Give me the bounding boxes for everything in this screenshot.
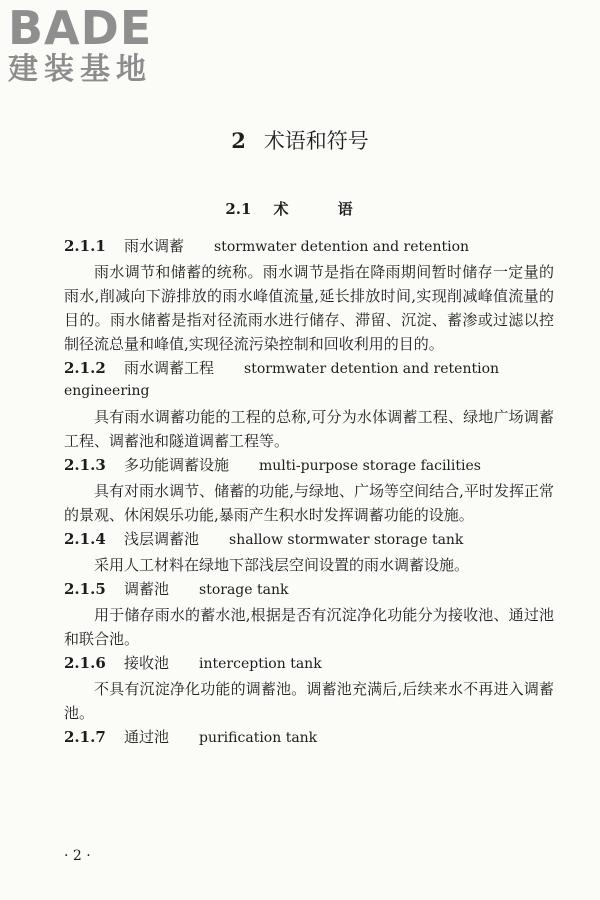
term-entry (64, 455, 554, 527)
term-definition: 具有雨水调蓄功能的工程的总称,可分为水体调蓄工程、绿地广场调蓄工程、调蓄池和隧道调蓄工程等。 (64, 408, 554, 450)
term-chinese: 调蓄池 (124, 580, 170, 598)
term-entry (64, 529, 554, 577)
term-number: 2.1.2 (64, 359, 106, 377)
term-english: purification tank (199, 730, 318, 746)
term-definition: 不具有沉淀净化功能的调蓄池。调蓄池充满后,后续来水不再进入调蓄池。 (64, 680, 554, 722)
term-english: storage tank (199, 582, 289, 598)
term-number: 2.1.1 (64, 237, 106, 255)
term-number: 2.1.7 (64, 728, 106, 746)
term-entry (64, 358, 554, 453)
term-definition: 用于储存雨水的蓄水池,根据是否有沉淀净化功能分为接收池、通过池和联合池。 (64, 606, 554, 648)
term-definition: 采用人工材料在绿地下部浅层空间设置的雨水调蓄设施。 (94, 556, 470, 574)
section-title-text: 术 语 (273, 200, 375, 218)
term-chinese: 雨水调蓄 (124, 237, 185, 255)
term-heading (64, 358, 554, 402)
term-heading (64, 727, 554, 748)
term-chinese: 接收池 (124, 654, 170, 672)
term-number: 2.1.6 (64, 654, 106, 672)
term-entry (64, 727, 554, 748)
term-number: 2.1.5 (64, 580, 106, 598)
term-chinese: 雨水调蓄工程 (124, 359, 215, 377)
term-entry (64, 236, 554, 356)
terms-list (64, 236, 554, 751)
term-english: multi-purpose storage facilities (259, 458, 481, 474)
chapter-title-text: 术语和符号 (263, 129, 369, 153)
term-chinese: 多功能调蓄设施 (124, 456, 230, 474)
logo (8, 1, 178, 88)
term-english: stormwater detention and retention (214, 239, 470, 255)
term-english: stormwater detention and retention engineering (64, 361, 500, 399)
term-english: shallow stormwater storage tank (229, 532, 464, 548)
section-number: 2.1 (225, 200, 252, 218)
chapter-number: 2 (231, 128, 246, 153)
section-title (0, 198, 600, 220)
term-heading (64, 455, 554, 476)
term-heading (64, 579, 554, 600)
term-chinese: 通过池 (124, 728, 170, 746)
chapter-title (0, 127, 600, 155)
term-entry (64, 579, 554, 651)
logo-wordmark: BADE (8, 1, 153, 55)
term-chinese: 浅层调蓄池 (124, 530, 200, 548)
page-number: · 2 · (64, 848, 91, 864)
term-definition: 雨水调节和储蓄的统称。雨水调节是指在降雨期间暂时储存一定量的雨水,削减向下游排放的雨水峰值流量,延长排放时间,实现削减峰值流量的目的。雨水储蓄是指对径流雨水进行储存、滞留、沉淀、蓄渗或过滤以控制径流总量和峰值,实现径流污染控制和回收利用的目的。 (64, 263, 554, 353)
term-heading (64, 529, 554, 550)
term-english: interception tank (199, 656, 322, 672)
logo-chinese: 建装基地 (8, 52, 152, 87)
term-entry (64, 653, 554, 725)
term-heading (64, 236, 554, 257)
term-number: 2.1.3 (64, 456, 106, 474)
term-number: 2.1.4 (64, 530, 106, 548)
term-heading (64, 653, 554, 674)
term-definition: 具有对雨水调节、储蓄的功能,与绿地、广场等空间结合,平时发挥正常的景观、休闲娱乐功能,暴雨产生积水时发挥调蓄功能的设施。 (64, 482, 554, 524)
